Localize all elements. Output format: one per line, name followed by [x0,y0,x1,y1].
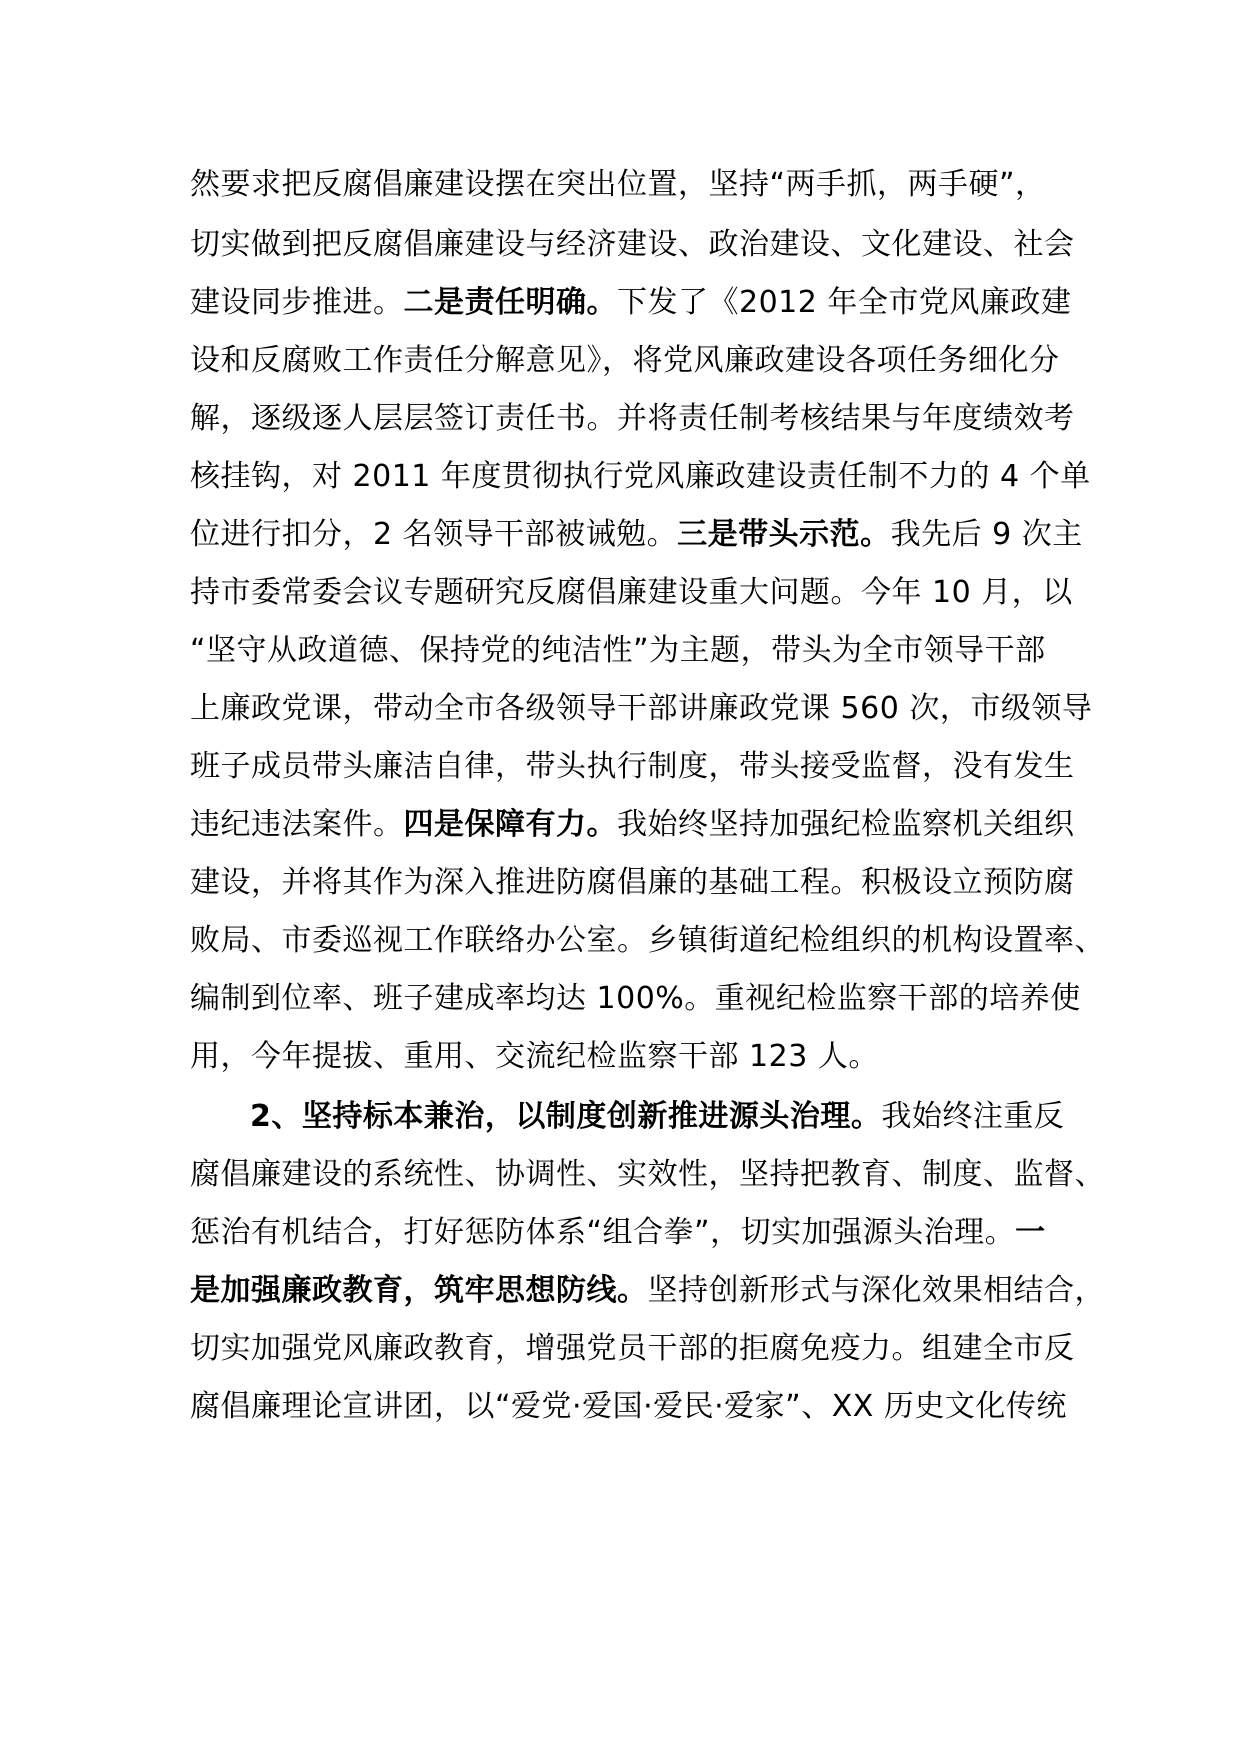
body-text: 坚持创新形式与深化效果相结合， [647,1273,1105,1308]
body-text: 切实做到把反腐倡廉建设与经济建设、政治建设、文化建设、社会 [190,227,1075,262]
body-text: 班子成员带头廉洁自律，带头执行制度，带头接受监督，没有发生 [190,749,1075,784]
body-text: 惩治有机结合，打好惩防体系“组合拳”，切实加强源头治理。 [190,1215,1016,1250]
bold-heading-text: 四是保障有力。 [403,807,617,842]
body-text: 建设，并将其作为深入推进防腐倡廉的基础工程。积极设立预防腐 [190,865,1075,900]
body-text: 我始终坚持加强纪检监察机关组织 [617,807,1075,842]
body-text: 上廉政党课，带动全市各级领导干部讲廉政党课 560 次，市级领导 [190,691,1093,726]
body-text: “坚守从政道德、保持党的纯洁性”为主题，带头为全市领导干部 [190,633,1046,668]
text-line [190,1155,1105,1195]
text-line [190,1037,879,1077]
text-line [190,225,1075,265]
text-line [190,515,1083,555]
bold-heading-text: 是加强廉政教育，筑牢思想防线。 [190,1273,648,1308]
body-text: 用，今年提拔、重用、交流纪检监察干部 123 人。 [190,1039,879,1074]
body-text: 切实加强党风廉政教育，增强党员干部的拒腐免疫力。组建全市反 [190,1331,1075,1366]
text-line [190,689,1092,729]
body-text: 解，逐级逐人层层签订责任书。并将责任制考核结果与年度绩效考 [190,401,1075,436]
body-text: 然要求把反腐倡廉建设摆在突出位置，坚持“两手抓，两手硬”， [190,167,1046,202]
text-line [190,863,1075,903]
body-text: 核挂钩，对 2011 年度贯彻执行党风廉政建设责任制不力的 4 个单 [190,459,1091,494]
bold-heading-text: 一 [1015,1215,1046,1250]
text-line [190,747,1075,787]
text-line [190,1271,1105,1311]
text-line [190,921,1105,961]
body-text: 腐倡廉建设的系统性、协调性、实效性，坚持把教育、制度、监督、 [190,1157,1105,1192]
body-text: 下发了《2012 年全市党风廉政建 [617,285,1072,320]
text-line [190,1329,1075,1369]
body-text: 败局、市委巡视工作联络办公室。乡镇街道纪检组织的机构设置率、 [190,923,1105,958]
text-line [190,979,1081,1019]
body-text: 建设同步推进。 [190,285,404,320]
body-text: 违纪违法案件。 [190,807,404,842]
body-text: 编制到位率、班子建成率均达 100%。重视纪检监察干部的培养使 [190,981,1081,1016]
text-line [190,631,1046,671]
text-line [190,165,1046,205]
text-line [190,283,1071,323]
text-line [190,573,1073,613]
body-text: 位进行扣分，2 名领导干部被诫勉。 [190,517,678,552]
bold-heading-text: 二是责任明确。 [403,285,617,320]
text-line [250,1097,1064,1137]
body-text: 腐倡廉理论宣讲团，以“爱党·爱国·爱民·爱家”、XX 历史文化传统 [190,1389,1067,1424]
body-text: 设和反腐败工作责任分解意见》，将党风廉政建设各项任务细化分 [190,343,1060,378]
bold-heading-text: 2、坚持标本兼治，以制度创新推进源头治理。 [250,1099,882,1134]
text-line [190,1387,1067,1427]
text-line [190,399,1075,439]
text-line [190,1213,1046,1253]
bold-heading-text: 三是带头示范。 [677,517,891,552]
body-text: 持市委常委会议专题研究反腐倡廉建设重大问题。今年 10 月，以 [190,575,1073,610]
text-line [190,805,1075,845]
text-line [190,457,1091,497]
body-text: 我始终注重反 [881,1099,1065,1134]
text-line [190,341,1060,381]
body-text: 我先后 9 次主 [890,517,1083,552]
